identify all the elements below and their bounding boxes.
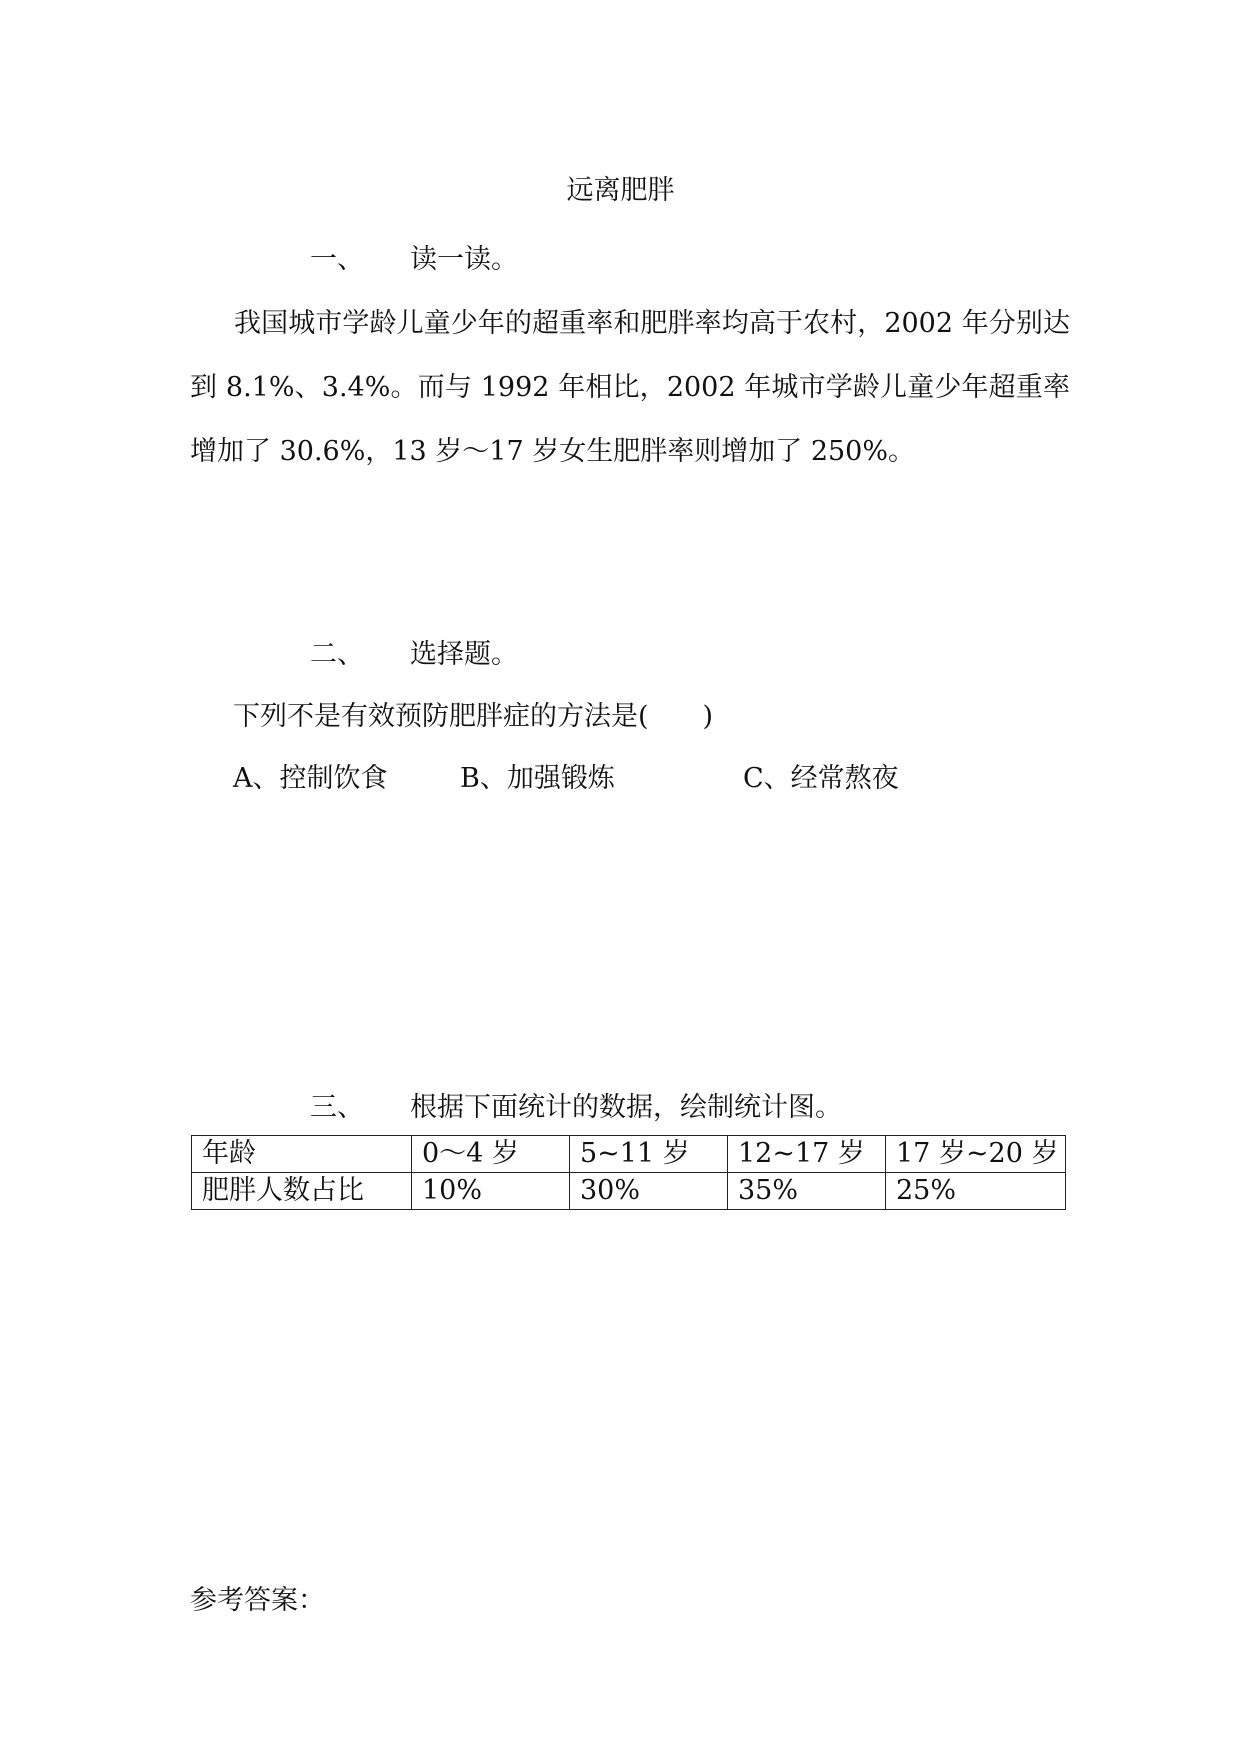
table-cell-age: 0～4 岁 xyxy=(412,1136,570,1173)
table-row-header-percent: 肥胖人数占比 xyxy=(192,1173,412,1210)
section3-heading: 根据下面统计的数据，绘制统计图。 xyxy=(410,1092,842,1123)
table-cell-age: 12~17 岁 xyxy=(728,1136,886,1173)
section1-paragraph: 我国城市学龄儿童少年的超重率和肥胖率均高于农村，2002 年分别达到 8.1%、3.4%。而与 1992 年相比，2002 年城市学龄儿童少年超重率增加了 30.6%，13 岁～17 岁女生肥胖率则增加了 250%。 xyxy=(190,308,1070,467)
section1-number: 一、 xyxy=(310,244,364,275)
table-cell-age: 5~11 岁 xyxy=(570,1136,728,1173)
page-title: 远离肥胖 xyxy=(566,175,675,206)
section3-number: 三、 xyxy=(310,1092,364,1123)
option-a: A、控制饮食 xyxy=(233,763,388,794)
table-cell-percent: 10% xyxy=(412,1173,570,1210)
answer-label: 参考答案： xyxy=(190,1585,325,1616)
table-cell-percent: 25% xyxy=(886,1173,1066,1210)
question-text: 下列不是有效预防肥胖症的方法是( ) xyxy=(233,701,714,732)
statistics-table xyxy=(191,1135,1066,1210)
table-cell-age: 17 岁~20 岁 xyxy=(886,1136,1066,1173)
table-row xyxy=(192,1136,1066,1173)
section2-heading: 选择题。 xyxy=(410,639,518,670)
section2-number: 二、 xyxy=(310,639,364,670)
section1-heading: 读一读。 xyxy=(410,244,518,275)
option-c: C、经常熬夜 xyxy=(743,763,899,794)
table-row-header-age: 年龄 xyxy=(192,1136,412,1173)
table-cell-percent: 30% xyxy=(570,1173,728,1210)
option-b: B、加强锻炼 xyxy=(460,763,615,794)
table-cell-percent: 35% xyxy=(728,1173,886,1210)
table-row xyxy=(192,1173,1066,1210)
